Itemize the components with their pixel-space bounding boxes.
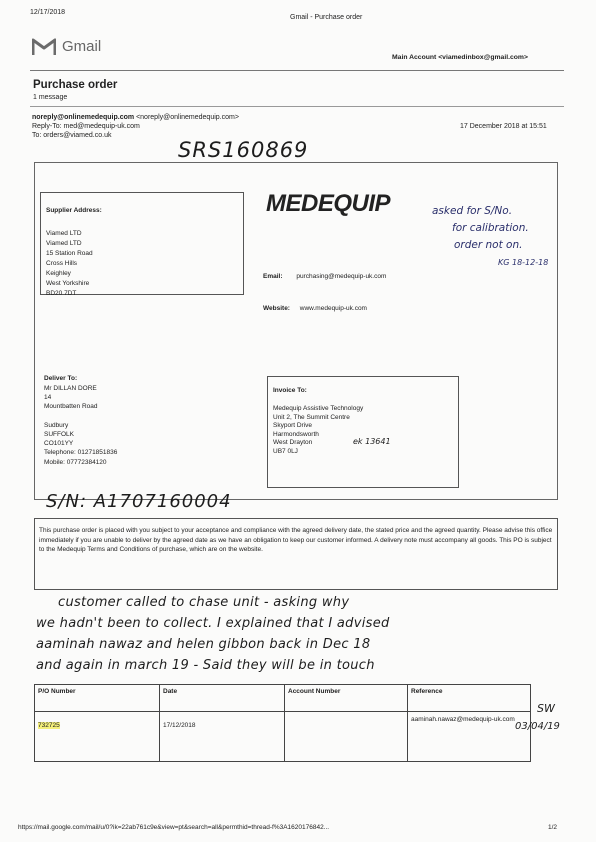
email-link[interactable]: purchasing@medequip-uk.com	[296, 273, 387, 280]
supplier-line: Viamed LTD	[46, 230, 82, 237]
supplier-box	[40, 192, 244, 295]
handwritten-ref: SRS160869	[178, 138, 309, 162]
note-line: customer called to chase unit - asking why	[58, 595, 350, 610]
deliver-line: Mr DILLAN DORE	[44, 385, 97, 392]
footer-url: https://mail.google.com/mail/u/0?ik=22ab761c9e&view=pt&search=all&permthid=thread-f%3A1620176842...	[18, 824, 330, 831]
email-label: Email:	[263, 273, 283, 280]
handwritten-signoff	[515, 700, 560, 736]
subject-divider	[30, 106, 564, 107]
handwritten-calibration-note	[432, 203, 548, 271]
invoice-line: UB7 0LJ	[273, 447, 298, 455]
supplier-lines	[46, 229, 93, 299]
table-header-row	[35, 685, 531, 712]
deliver-line: 14	[44, 394, 52, 402]
supplier-line: 15 Station Road	[46, 250, 93, 257]
note-line: for calibration.	[452, 222, 529, 234]
message-count: 1 message	[33, 94, 68, 101]
supplier-line: Cross Hills	[46, 260, 78, 267]
website-link[interactable]: www.medequip-uk.com	[299, 305, 367, 312]
invoice-line: West Drayton	[273, 439, 313, 446]
cell-reference: aaminah.nawaz@medequip-uk.com	[408, 712, 531, 762]
invoice-line: Medequip Assistive Technology	[273, 405, 364, 412]
signoff-initials: SW	[537, 702, 555, 715]
supplier-line: Keighley	[46, 270, 71, 277]
reply-to: Reply-To: med@medequip-uk.com	[32, 123, 140, 130]
invoice-box	[267, 376, 459, 488]
invoice-line: Harmondsworth	[273, 430, 319, 438]
supplier-line: BD20 7DT	[46, 290, 77, 297]
supplier-heading: Supplier Address:	[46, 207, 102, 214]
supplier-line: Viamed LTD	[46, 240, 82, 247]
account-label: Main Account <viamedinbox@gmail.com>	[392, 54, 528, 61]
from-name: noreply@onlinemedequip.com	[32, 114, 135, 121]
website-label: Website:	[263, 305, 290, 312]
col-po-number: P/O Number	[35, 685, 160, 712]
invoice-heading: Invoice To:	[273, 387, 307, 394]
handwritten-invoice-note: ek 13641	[353, 437, 391, 446]
col-date: Date	[160, 685, 285, 712]
print-title: Gmail - Purchase order	[290, 14, 363, 21]
invoice-lines	[273, 405, 363, 456]
deliver-line: SUFFOLK	[44, 431, 74, 439]
header-divider	[30, 70, 564, 71]
handwritten-serial: S/N: A1707160004	[46, 491, 232, 512]
deliver-heading: Deliver To:	[44, 375, 78, 382]
deliver-line: Mountbatten Road	[44, 403, 98, 411]
note-line: asked for S/No.	[432, 205, 513, 217]
gmail-logo[interactable]	[32, 38, 56, 61]
notice-text: This purchase order is placed with you subject to your acceptance and compliance with the agreed delivery date, the stated price and the agreed quantity. Please advise this office immediately if you are unable to deliver by the agreed date as we have an obligation to keep our customer informed. A delivery note must accompany all goods. This PO is subject to the Medequip Terms and Conditions of purchase, which are on the website.	[39, 527, 553, 553]
table-row	[35, 712, 531, 762]
note-line: KG 18-12-18	[498, 258, 549, 267]
cell-date: 17/12/2018	[160, 712, 285, 762]
to-line: To: orders@viamed.co.uk	[32, 132, 112, 139]
note-line: aaminah nawaz and helen gibbon back in Dec 18	[36, 637, 371, 652]
invoice-line: Skyport Drive	[273, 422, 313, 429]
note-line: and again in march 19 - Said they will be in touch	[36, 658, 375, 673]
from-email: <noreply@onlinemedequip.com>	[136, 114, 239, 121]
gmail-m-icon	[32, 38, 56, 56]
po-number-value: 732725	[38, 722, 60, 729]
message-date: 17 December 2018 at 15:51	[460, 123, 547, 130]
col-reference: Reference	[408, 685, 531, 712]
col-account-number: Account Number	[285, 685, 408, 712]
website-row	[263, 305, 367, 312]
thread-subject: Purchase order	[33, 79, 118, 91]
supplier-line: West Yorkshire	[46, 280, 90, 287]
message-from[interactable]	[32, 114, 239, 121]
note-line: we hadn't been to collect. I explained that I advised	[36, 616, 390, 631]
cell-po-number	[35, 712, 160, 762]
deliver-line: Telephone: 01271851836	[44, 449, 118, 457]
signoff-date: 03/04/19	[515, 721, 560, 732]
note-line: order not on.	[454, 239, 523, 251]
deliver-line	[44, 412, 117, 421]
gmail-brand: Gmail	[62, 38, 102, 55]
deliver-line: CO101YY	[44, 440, 74, 448]
deliver-line: Sudbury	[44, 421, 69, 429]
email-row	[263, 273, 386, 280]
invoice-line: Unit 2, The Summit Centre	[273, 413, 350, 421]
print-date: 12/17/2018	[30, 9, 66, 16]
notice-box	[34, 518, 558, 590]
handwritten-customer-note	[36, 592, 556, 676]
deliver-lines	[44, 384, 117, 467]
cell-account-number	[285, 712, 408, 762]
deliver-line: Mobile: 07772384120	[44, 458, 107, 466]
footer-page: 1/2	[548, 824, 558, 831]
po-table	[34, 684, 531, 762]
medequip-logo: MEDEQUIP	[266, 190, 391, 217]
